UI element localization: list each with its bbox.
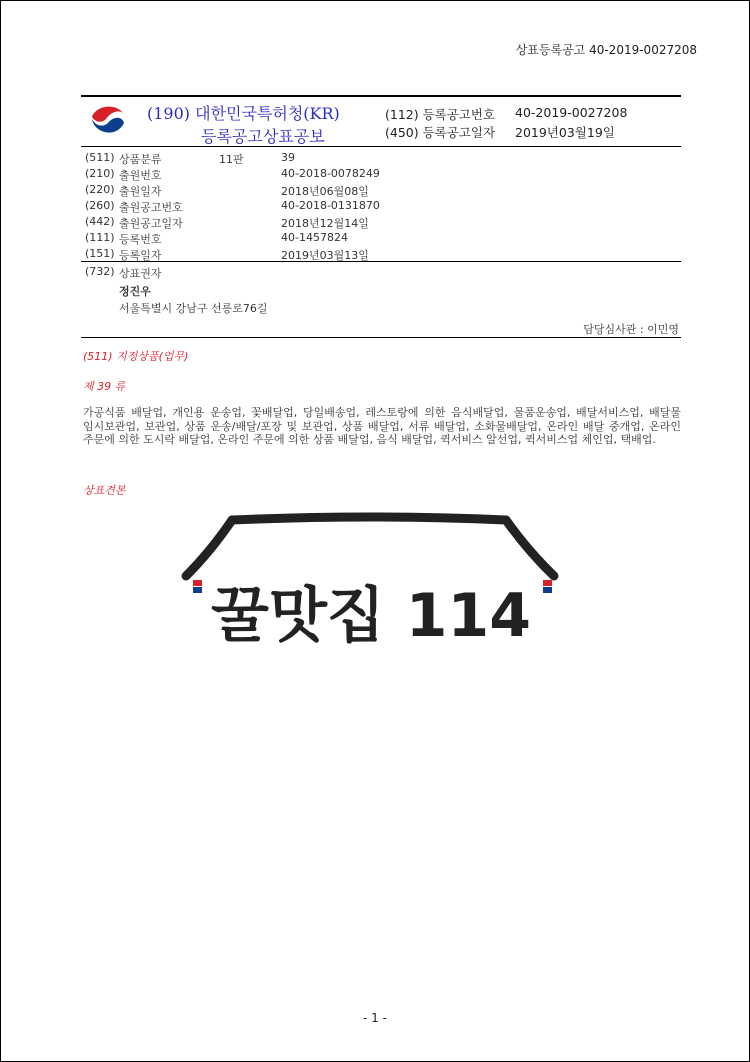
pub-number-value: 40-2019-0027208 <box>515 105 628 120</box>
trademark-specimen <box>176 506 566 671</box>
bib-value: 40-1457824 <box>281 231 348 244</box>
bib-value: 40-2018-0078249 <box>281 167 380 180</box>
bib-code: (210) <box>85 167 115 180</box>
office-title: (190) 대한민국특허청(KR) <box>147 104 340 123</box>
bib-label: 출원일자 <box>119 185 162 198</box>
bib-code: (260) <box>85 199 115 212</box>
kipo-logo-icon <box>88 101 128 141</box>
bib-rule <box>81 261 681 262</box>
header-publication-id: 상표등록공고 40-2019-0027208 <box>515 43 697 57</box>
pub-date-label: (450) 등록공고일자 <box>385 125 496 140</box>
bib-value: 2019년03월13일 <box>281 249 369 262</box>
gazette-title: 등록공고상표공보 <box>201 127 325 146</box>
bib-code: (442) <box>85 215 115 228</box>
bib-value: 40-2018-0131870 <box>281 199 380 212</box>
bib-label: 출원공고일자 <box>119 217 183 230</box>
page-number: - 1 - <box>363 1011 387 1025</box>
examiner: 담당심사관 : 이민영 <box>583 323 679 336</box>
bib-code: (220) <box>85 183 115 196</box>
bib-code: (511) <box>85 151 115 164</box>
bib-label: 등록일자 <box>119 249 162 262</box>
bib-label: 출원번호 <box>119 169 162 182</box>
trademark-text: 꿀맛집 114 <box>210 581 532 651</box>
pub-date-value: 2019년03월19일 <box>515 125 615 140</box>
owner-address: 서울특별시 강남구 선릉로76길 <box>119 302 268 315</box>
bib-edition: 11판 <box>219 153 244 166</box>
owner-label: 상표권자 <box>119 267 162 280</box>
bib-value: 2018년12월14일 <box>281 217 369 230</box>
header-rule-bottom <box>81 146 681 147</box>
owner-code: (732) <box>85 265 115 278</box>
bib-value: 39 <box>281 151 295 164</box>
bib-label: 상품분류 <box>119 153 162 166</box>
bib-code: (111) <box>85 231 115 244</box>
header-rule-top <box>81 95 681 97</box>
goods-class-label: 제 39 류 <box>83 380 126 393</box>
goods-description: 가공식품 배달업, 개인용 운송업, 꽃배달업, 당일배송업, 레스토랑에 의한 음식배달업, 물품운송업, 배달서비스업, 배달물 임시보관업, 보관업, 상품 운송/배달/포장 및 보관업, 상품 배달업, 서류 배달업, 소화물배달업, 온라인 배달 중개업, 온라인 주문에 의한 도시락 배달업, 온라인 주문에 의한 상품 배달업, 음식 배달업, 퀵서비스 알선업, 퀵서비스업 체인업, 택배업. <box>83 406 681 447</box>
pub-number-label: (112) 등록공고번호 <box>385 107 496 122</box>
bib-label: 출원공고번호 <box>119 201 183 214</box>
goods-section-label: (511) 지정상품(업무) <box>83 350 189 363</box>
examiner-rule <box>81 337 681 338</box>
bib-value: 2018년06월08일 <box>281 185 369 198</box>
mark-section-label: 상표견본 <box>83 484 126 497</box>
bib-code: (151) <box>85 247 115 260</box>
bib-label: 등록번호 <box>119 233 162 246</box>
owner-name: 정진우 <box>119 285 151 298</box>
